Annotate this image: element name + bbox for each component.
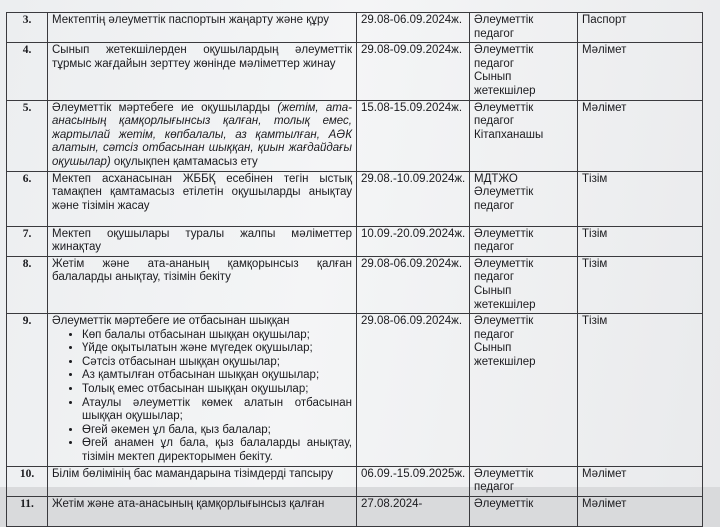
- report-form: Тізім: [578, 226, 703, 256]
- table-row: [7, 226, 703, 256]
- responsible-line: Сынып жетекшілер: [474, 71, 536, 97]
- table-row: [7, 171, 703, 226]
- responsible-line: педагог: [474, 199, 515, 212]
- responsible-line: педагог: [474, 328, 515, 341]
- list-item: • Өгей әкемен ұл бала, қыз балалар;: [82, 424, 352, 438]
- plan-table: [6, 12, 703, 527]
- responsible-line: Сынып жетекшілер: [474, 342, 536, 368]
- task-text: [48, 100, 357, 171]
- list-item: • Сәтсіз отбасынан шыққан оқушылар;: [82, 356, 352, 370]
- report-form: Тізім: [578, 256, 703, 313]
- responsible-line: Әлеуметтік: [474, 186, 534, 199]
- row-number: 6.: [7, 171, 48, 226]
- date-range: 29.08-06.09.2024ж.: [357, 314, 470, 467]
- category-list: [52, 329, 352, 465]
- date-range: 10.09.-20.09.2024ж.: [357, 226, 470, 256]
- report-form: Тізім: [578, 171, 703, 226]
- table-row: [7, 496, 703, 526]
- responsible-line: Әлеуметтік: [474, 315, 534, 328]
- responsible-cell: [470, 13, 578, 43]
- row-number: 9.: [7, 314, 48, 467]
- responsible-line: Әлеуметтік: [474, 101, 534, 114]
- row-number: 7.: [7, 226, 48, 256]
- task-text: Жетім және ата-анасының қамқорлығынсыз қалған: [48, 496, 357, 526]
- task-text: Білім бөлімінің бас мамандарына тізімдерді тапсыру: [48, 466, 357, 496]
- report-form: Тізім: [578, 314, 703, 467]
- row-number: 4.: [7, 43, 48, 100]
- task-text: Мектеп оқушылары туралы жалпы мәліметтер жинақтау: [48, 226, 357, 256]
- task-text-part: Әлеуметтік мәртебеге ие оқушыларды: [52, 101, 278, 114]
- list-item: • Өгей анамен ұл бала, қыз балаларды анықтау, тізімін мектеп директорымен бекіту.: [82, 437, 352, 464]
- responsible-line: педагог: [474, 27, 515, 40]
- row-number: 5.: [7, 100, 48, 171]
- responsible-cell: [470, 314, 578, 467]
- responsible-line: Әлеуметтік: [474, 44, 534, 57]
- responsible-line: педагог: [474, 115, 515, 128]
- task-text: Мектеп асханасынан ЖББҚ есебінен тегін ыстық тамақпен қамтамасыз етілетін оқушыларды анықтау және тізімін жасау: [48, 171, 357, 226]
- responsible-cell: [470, 226, 578, 256]
- task-text: [48, 314, 357, 467]
- responsible-line: педагог: [474, 271, 515, 284]
- report-form: Мәлімет: [578, 100, 703, 171]
- list-item: • Үйде оқытылатын және мүгедек оқушылар;: [82, 342, 352, 356]
- report-form: Мәлімет: [578, 43, 703, 100]
- table-row: [7, 256, 703, 313]
- responsible-cell: [470, 496, 578, 526]
- date-range: 29.08-06.09.2024ж.: [357, 256, 470, 313]
- list-item: • Аз қамтылған отбасынан шыққан оқушылар;: [82, 369, 352, 383]
- responsible-line: Әлеуметтік: [474, 497, 534, 510]
- date-range: 29.08-09.09.2024ж.: [357, 43, 470, 100]
- responsible-line: педагог: [474, 481, 515, 494]
- task-text: Жетім және ата-ананың қамқорынсыз қалған балаларды анықтау, тізімін бекіту: [48, 256, 357, 313]
- responsible-cell: [470, 466, 578, 496]
- responsible-line: педагог: [474, 57, 515, 70]
- report-form: Паспорт: [578, 13, 703, 43]
- task-text-part: оқулықпен қамтамасыз ету: [110, 155, 258, 168]
- table-row: [7, 100, 703, 171]
- row-number: 11.: [7, 496, 48, 526]
- date-range: 06.09.-15.09.2025ж.: [357, 466, 470, 496]
- row-number: 3.: [7, 13, 48, 43]
- responsible-line: Сынып жетекшілер: [474, 284, 536, 311]
- task-text-italic: (жетім, ата-анасының қамқорлығынсыз қалған, толық емес, жартылай жетім, көпбалалы, аз қамтылған, АӘК алатын, сәтсіз отбасынан шыққан, қиын жағдайдағы оқушылар): [52, 101, 352, 168]
- date-range: 27.08.2024-: [357, 496, 470, 526]
- row-number: 10.: [7, 466, 48, 496]
- task-text: Сынып жетекшілерден оқушылардың әлеуметтік тұрмыс жағдайын зерттеу жөнінде мәліметтер жинау: [48, 43, 357, 100]
- date-range: 29.08-06.09.2024ж.: [357, 13, 470, 43]
- task-text: Мектептің әлеуметтік паспортын жаңарту және құру: [48, 13, 357, 43]
- responsible-cell: [470, 43, 578, 100]
- task-heading: Әлеуметтік мәртебеге ие отбасынан шыққан: [52, 315, 290, 328]
- report-form: Мәлімет: [578, 496, 703, 526]
- table-row: [7, 43, 703, 100]
- responsible-line: МДТЖО: [474, 172, 518, 185]
- table-row: [7, 466, 703, 496]
- table-row: [7, 314, 703, 467]
- date-range: 29.08.-10.09.2024ж.: [357, 171, 470, 226]
- table-row: [7, 13, 703, 43]
- row-number: 8.: [7, 256, 48, 313]
- responsible-cell: [470, 171, 578, 226]
- report-form: Мәлімет: [578, 466, 703, 496]
- responsible-line: Әлеуметтік: [474, 227, 534, 240]
- responsible-line: Әлеуметтік: [474, 257, 534, 270]
- responsible-line: Әлеуметтік: [474, 14, 534, 26]
- responsible-cell: [470, 100, 578, 171]
- responsible-line: педагог: [474, 241, 515, 254]
- responsible-line: Кітапханашы: [474, 128, 544, 141]
- list-item: • Көп балалы отбасынан шыққан оқушылар;: [82, 329, 352, 343]
- list-item: • Толық емес отбасынан шыққан оқушылар;: [82, 383, 352, 397]
- date-range: 15.08-15.09.2024ж.: [357, 100, 470, 171]
- responsible-line: Әлеуметтік: [474, 467, 534, 480]
- list-item: • Атаулы әлеуметтік көмек алатын отбасынан шыққан оқушылар;: [82, 397, 352, 424]
- responsible-cell: [470, 256, 578, 313]
